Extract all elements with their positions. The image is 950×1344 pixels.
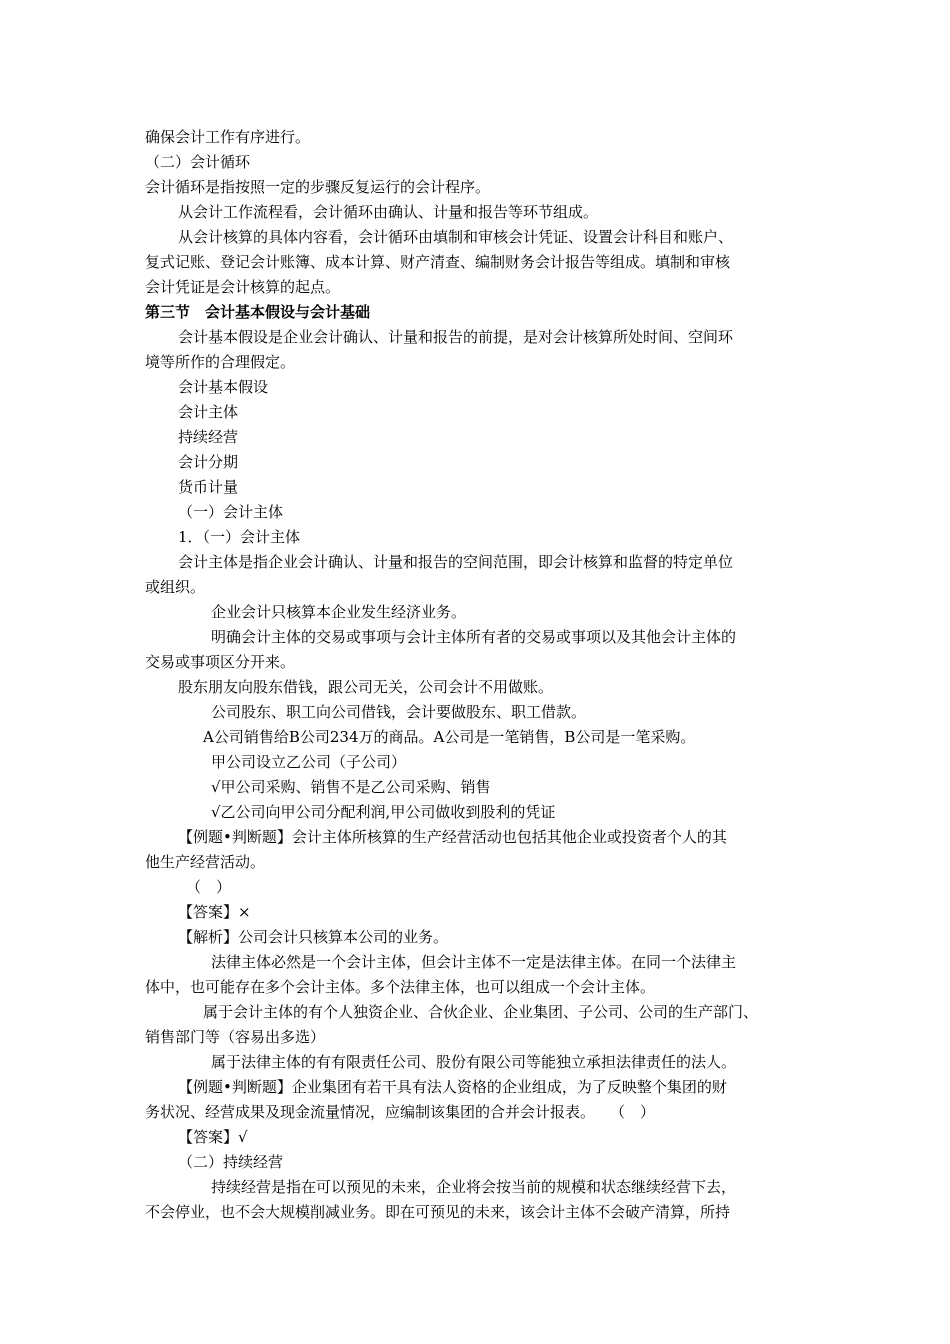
text-line: 企业会计只核算本企业发生经济业务。 (211, 603, 467, 621)
explanation-line: 【解析】公司会计只核算本公司的业务。 (178, 928, 449, 946)
text-line: 复式记账、登记会计账簿、成本计算、财产清查、编制财务会计报告等组成。填制和审核 (145, 253, 731, 271)
text-line: 会计凭证是会计核算的起点。 (145, 278, 341, 296)
text-line: 持续经营是指在可以预见的未来，企业将会按当前的规模和状态继续经营下去， (211, 1178, 737, 1196)
text-line: 不会停业，也不会大规模削减业务。即在可预见的未来，该会计主体不会破产清算，所持 (145, 1203, 731, 1221)
subsection-heading: 1．（一）会计主体 (178, 528, 301, 546)
list-item: 会计基本假设 (178, 378, 269, 396)
text-line: 会计主体是指企业会计确认、计量和报告的空间范围，即会计核算和监督的特定单位 (178, 553, 734, 571)
text-line: 属于会计主体的有个人独资企业、合伙企业、企业集团、子公司、公司的生产部门、 (203, 1003, 759, 1021)
text-line: A公司销售给B公司234万的商品。A公司是一笔销售，B公司是一笔采购。 (203, 728, 696, 746)
example-question: 他生产经营活动。 (145, 853, 266, 871)
list-item: 货币计量 (178, 478, 239, 496)
list-item: 持续经营 (178, 428, 239, 446)
text-line: √乙公司向甲公司分配利润,甲公司做收到股利的凭证 (211, 803, 556, 821)
text-line: 公司股东、职工向公司借钱，会计要做股东、职工借款。 (211, 703, 587, 721)
list-item: 会计主体 (178, 403, 239, 421)
answer-line: 【答案】× (178, 903, 251, 921)
text-line: 甲公司设立乙公司（子公司） (211, 753, 407, 771)
text-line: 明确会计主体的交易或事项与会计主体所有者的交易或事项以及其他会计主体的 (211, 628, 737, 646)
text-line: 从会计核算的具体内容看，会计循环由填制和审核会计凭证、设置会计科目和账户、 (178, 228, 734, 246)
list-item: 会计分期 (178, 453, 239, 471)
section-heading: 第三节 会计基本假设与会计基础 (145, 303, 371, 321)
text-line: 或组织。 (145, 578, 206, 596)
text-line: 销售部门等（容易出多选） (145, 1028, 326, 1046)
text-line: 法律主体必然是一个会计主体，但会计主体不一定是法律主体。在同一个法律主 (211, 953, 737, 971)
text-line: 股东朋友向股东借钱，跟公司无关，公司会计不用做账。 (178, 678, 554, 696)
text-line: 体中，也可能存在多个会计主体。多个法律主体，也可以组成一个会计主体。 (145, 978, 656, 996)
text-line: 交易或事项区分开来。 (145, 653, 296, 671)
text-line: 属于法律主体的有有限责任公司、股份有限公司等能独立承担法律责任的法人。 (211, 1053, 737, 1071)
example-question: 【例题•判断题】会计主体所核算的生产经营活动也包括其他企业或投资者个人的其 (178, 828, 727, 846)
subsection-heading: （二）持续经营 (178, 1153, 284, 1171)
example-question: 【例题•判断题】企业集团有若干具有法人资格的企业组成，为了反映整个集团的财 (178, 1078, 727, 1096)
text-line: 确保会计工作有序进行。 (145, 128, 311, 146)
text-line: 会计基本假设是企业会计确认、计量和报告的前提，是对会计核算所处时间、空间环 (178, 328, 734, 346)
text-line: 境等所作的合理假定。 (145, 353, 296, 371)
subsection-heading: （二）会计循环 (145, 153, 251, 171)
answer-blank: （ ） (186, 878, 232, 896)
text-line: 会计循环是指按照一定的步骤反复运行的会计程序。 (145, 178, 491, 196)
example-question: 务状况、经营成果及现金流量情况，应编制该集团的合并会计报表。 （ ） (145, 1103, 656, 1121)
answer-line: 【答案】√ (178, 1128, 248, 1146)
subsection-heading: （一）会计主体 (178, 503, 284, 521)
text-line: 从会计工作流程看，会计循环由确认、计量和报告等环节组成。 (178, 203, 599, 221)
text-line: √甲公司采购、销售不是乙公司采购、销售 (211, 778, 491, 796)
